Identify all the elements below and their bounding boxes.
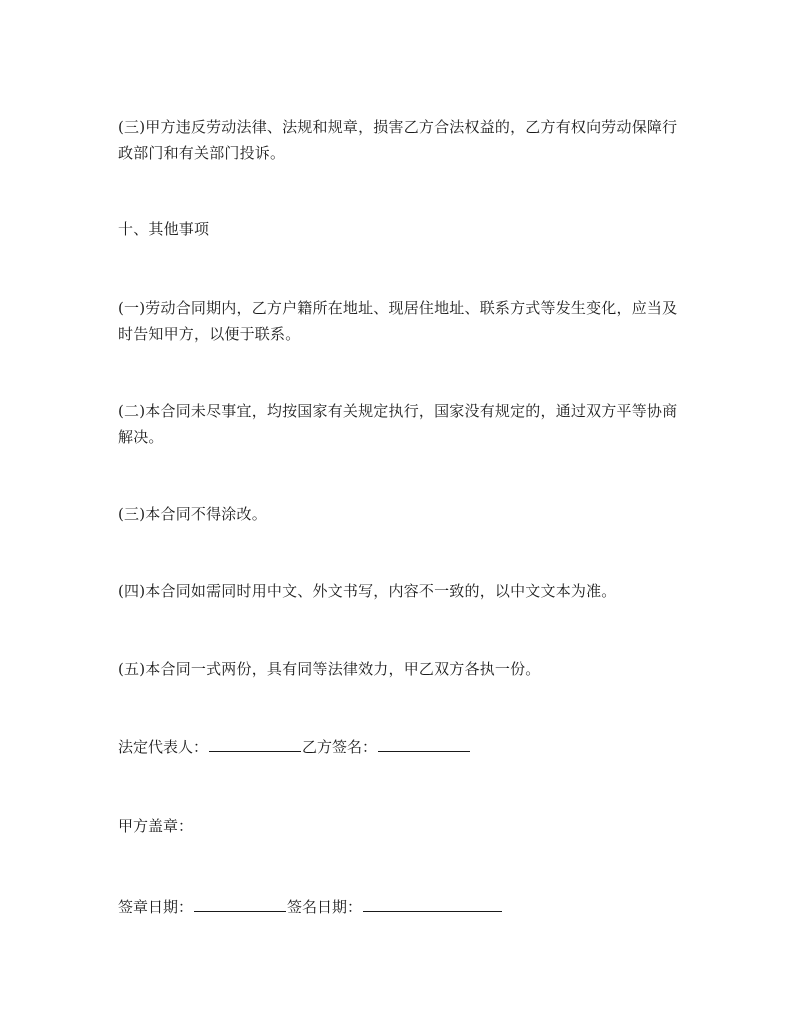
clause-3-labor-complaint: (三)甲方违反劳动法律、法规和规章，损害乙方合法权益的，乙方有权向劳动保障行政部门和有关部门投诉。 — [118, 118, 678, 162]
legal-rep-label: 法定代表人： — [118, 738, 209, 756]
signature-row-2 — [118, 813, 193, 839]
seal-date-label: 签章日期： — [118, 898, 194, 916]
other-matter-5: (五)本合同一式两份，具有同等法律效力，甲乙双方各执一份。 — [118, 660, 541, 678]
other-matter-4: (四)本合同如需同时用中文、外文书写，内容不一致的，以中文文本为准。 — [118, 582, 617, 600]
sign-date-label: 签名日期： — [287, 898, 363, 916]
sign-date-blank[interactable] — [363, 895, 502, 912]
signature-row-3 — [118, 894, 503, 920]
party-b-sign-label: 乙方签名： — [302, 738, 378, 756]
other-matter-2: (二)本合同未尽事宜，均按国家有关规定执行，国家没有规定的，通过双方平等协商解决。 — [118, 402, 678, 446]
other-matter-3: (三)本合同不得涂改。 — [118, 505, 267, 523]
seal-date-blank[interactable] — [194, 895, 286, 912]
other-matter-1: (一)劳动合同期内，乙方户籍所在地址、现居住地址、联系方式等发生变化，应当及时告知甲方，以便于联系。 — [118, 299, 678, 343]
section-10-title: 十、其他事项 — [118, 220, 210, 238]
signature-row-1 — [118, 734, 471, 760]
party-b-sign-blank[interactable] — [378, 735, 470, 752]
legal-rep-blank[interactable] — [209, 735, 301, 752]
party-a-seal-label: 甲方盖章： — [118, 817, 194, 835]
